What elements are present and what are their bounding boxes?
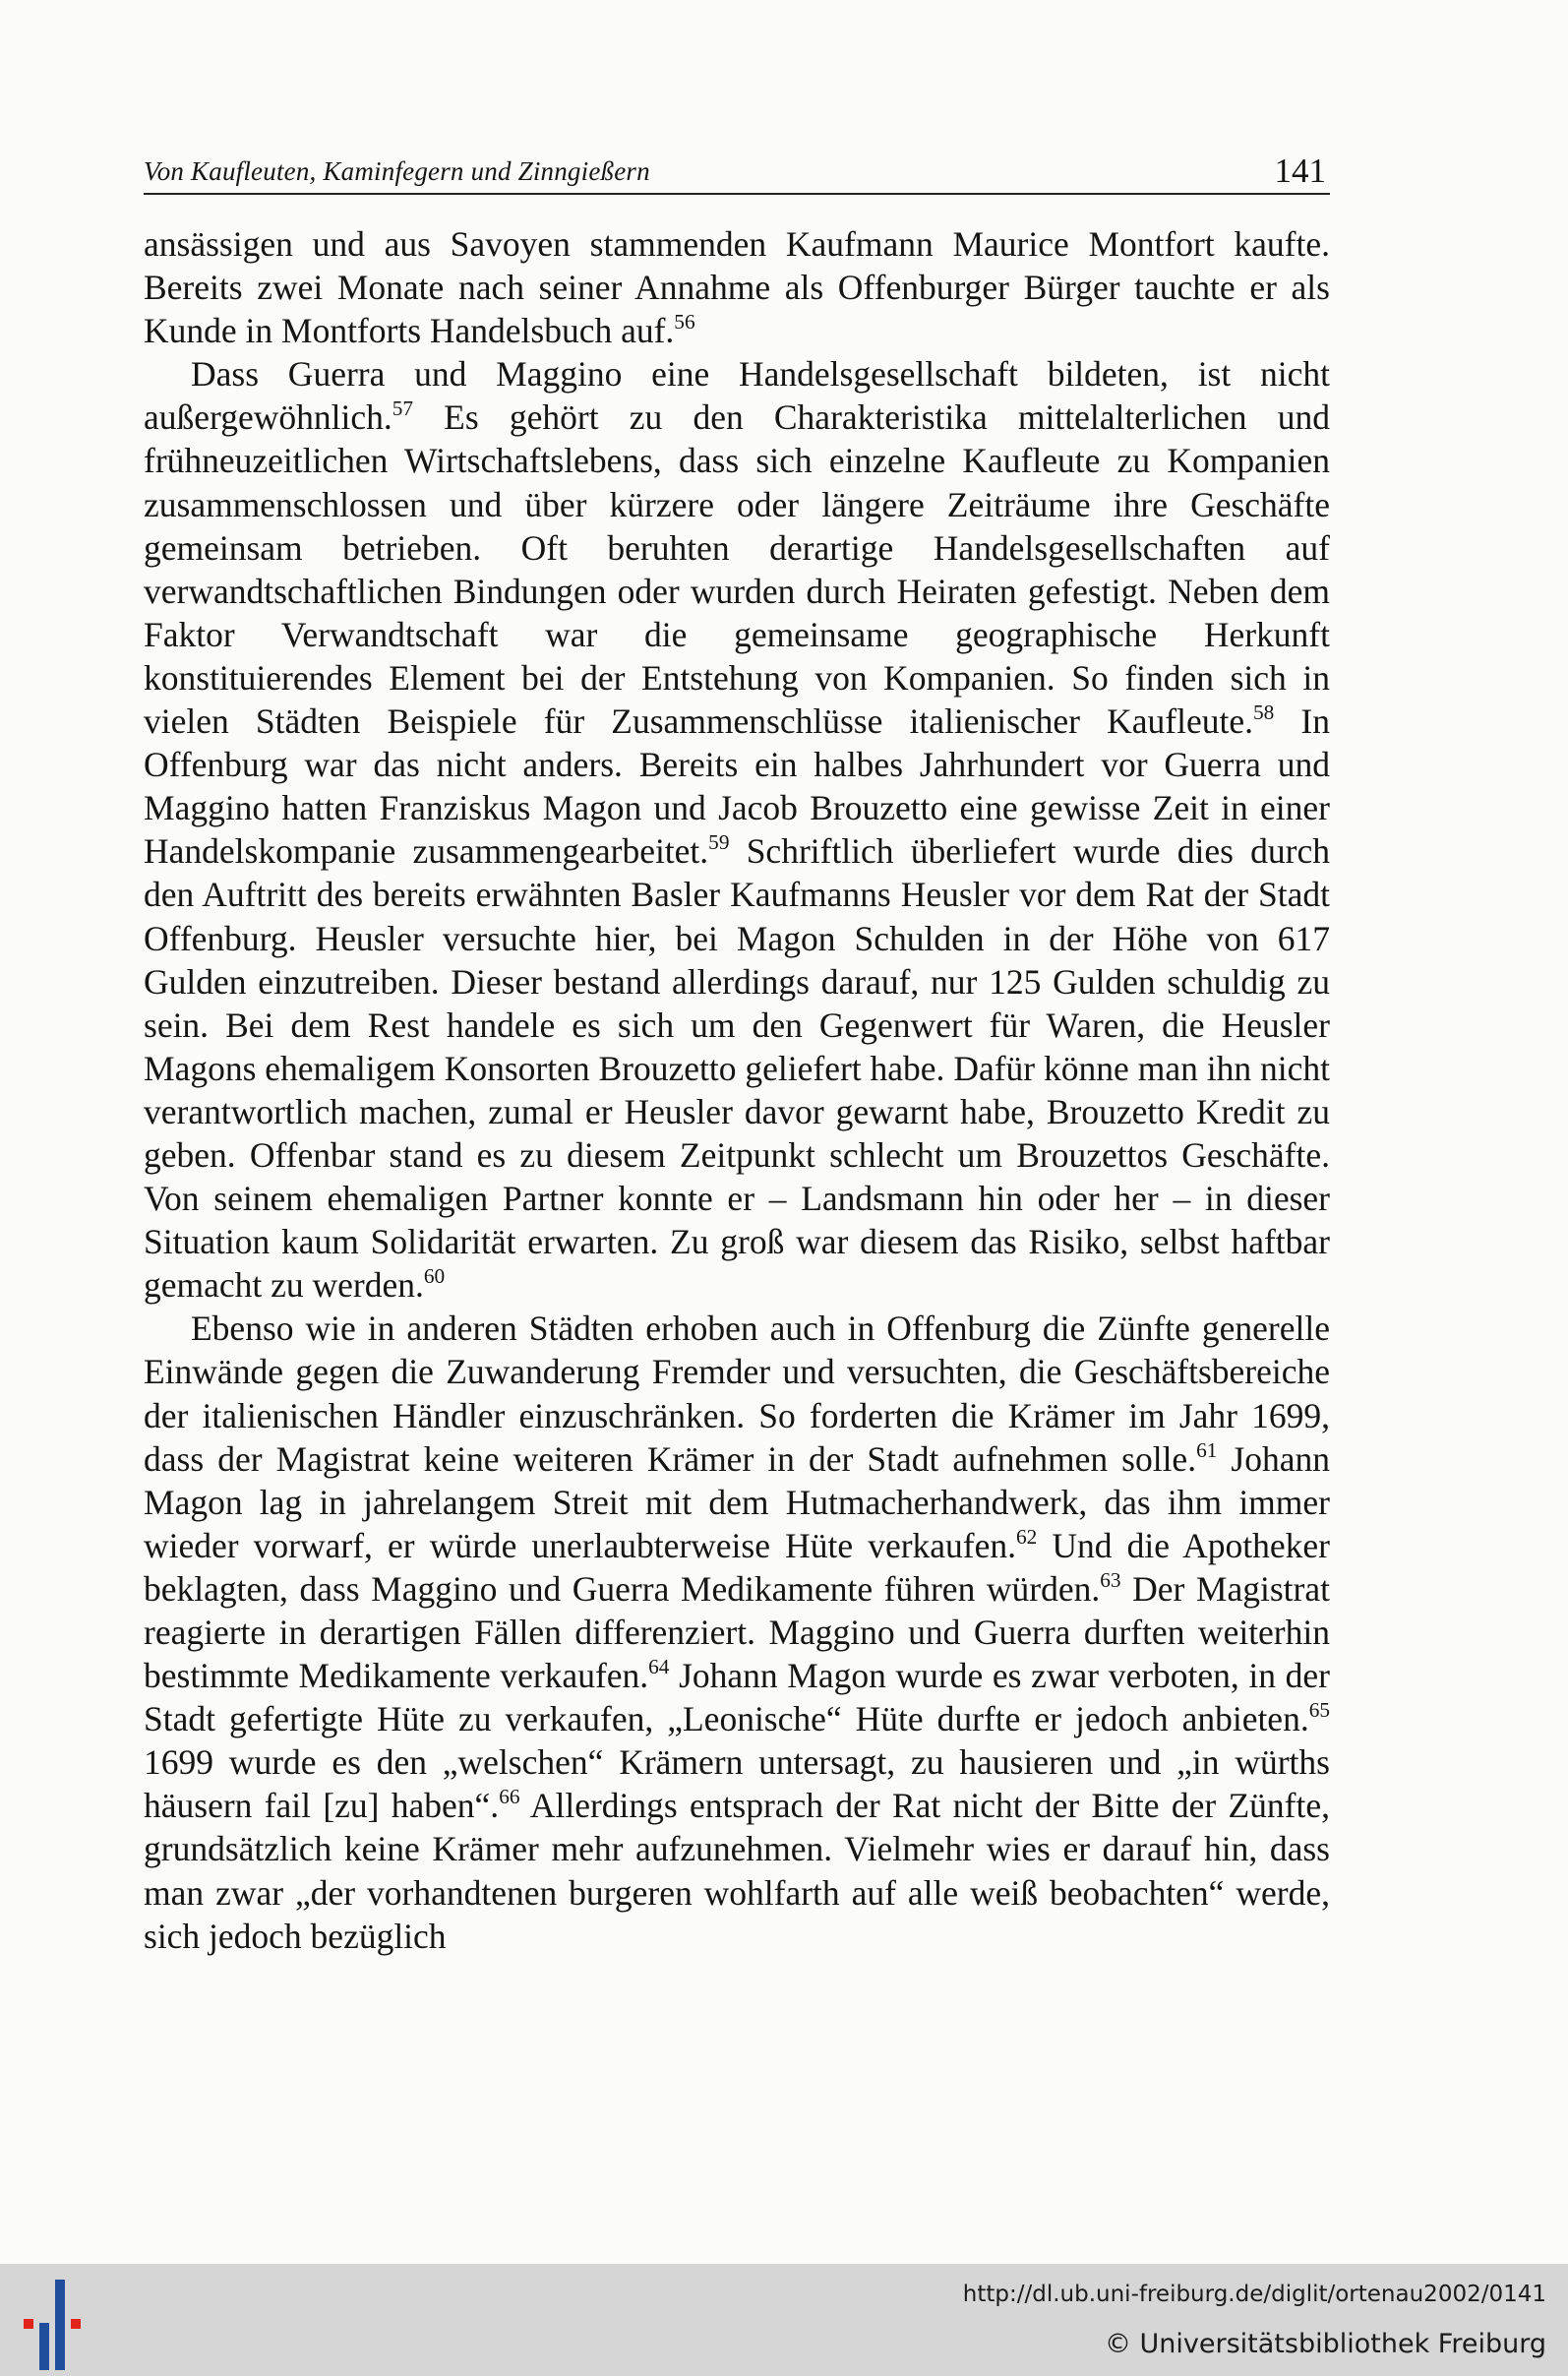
body-text — [144, 222, 1330, 1958]
paragraph-text: Allerdings entsprach der Rat nicht der Bitte der Zünfte, grundsätzlich keine Krämer mehr aufzunehmen. Vielmehr wies er darauf hin, dass man zwar „der vorhandtenen burgeren wohlfarth auf alle weiß beobachten“ werde, sich jedoch bezüglich — [144, 1786, 1330, 1956]
running-head-title: Von Kaufleuten, Kaminfegern und Zinngießern — [144, 156, 650, 186]
footnote-ref: 63 — [1100, 1568, 1121, 1593]
paragraph-text: Schriftlich überliefert wurde dies durch den Auftritt des bereits erwähnten Basler Kaufmanns Heusler vor dem Rat der Stadt Offenburg. Heusler versuchte hier, bei Magon Schulden in der Höhe von 617 Gulden einzutreiben. Dieser bestand allerdings darauf, nur 125 Gulden schuldig zu sein. Bei dem Rest handele es sich um den Gegenwert für Waren, die Heusler Magons ehemaligem Konsorten Brouzetto geliefert habe. Dafür könne man ihn nicht verantwortlich machen, zumal er Heusler davor gewarnt habe, Brouzetto Kredit zu geben. Offenbar stand es zu diesem Zeitpunkt schlecht um Brouzettos Geschäfte. Von seinem ehemaligen Partner konnte er – Landsmann hin oder her – in dieser Situation kaum Solidarität erwarten. Zu groß war diesem das Risiko, selbst haftbar gemacht zu werden. — [144, 831, 1330, 1306]
paragraph-text: Johann Magon wurde es zwar verboten, in der Stadt gefertigte Hüte zu verkaufen, „Leonische“ Hüte durfte er jedoch anbieten. — [144, 1656, 1330, 1739]
footnote-ref: 64 — [648, 1655, 670, 1679]
footnote-ref: 65 — [1308, 1698, 1330, 1723]
footnote-ref: 62 — [1016, 1524, 1038, 1549]
footer-bar — [0, 2264, 1568, 2376]
footnote-ref: 58 — [1252, 701, 1275, 725]
running-header — [144, 146, 1330, 195]
footnote-ref: 59 — [708, 830, 730, 855]
ub-freiburg-logo-icon — [24, 2280, 98, 2370]
footnote-ref: 56 — [674, 310, 695, 335]
footer-url[interactable]: http://dl.ub.uni-freiburg.de/diglit/ortenau2002/0141 — [962, 2282, 1546, 2307]
paragraph-text: Dass Guerra und Maggino eine Handelsgesellschaft bildeten, ist nicht außergewöhnlich. — [144, 354, 1330, 438]
footnote-ref: 57 — [392, 396, 413, 421]
page-number: 141 — [1274, 152, 1326, 190]
paragraph-text: ansässigen und aus Savoyen stammenden Kaufmann Maurice Montfort kaufte. Bereits zwei Monate nach seiner Annahme als Offenburger Bürger tauchte er als Kunde in Montforts Handelsbuch auf. — [144, 224, 1330, 351]
paragraph-text: Ebenso wie in anderen Städten erhoben auch in Offenburg die Zünfte generelle Einwände gegen die Zuwanderung Fremder und versuchten, die Geschäftsbereiche der italienischen Händler einzuschränken. So forderten die Krämer im Jahr 1699, dass der Magistrat keine weiteren Krämer in der Stadt aufnehmen solle. — [144, 1309, 1330, 1479]
paragraph-text: 1699 wurde es den „welschen“ Krämern untersagt, zu hausieren und „in würths häusern fail [zu] haben“. — [144, 1742, 1330, 1826]
paragraph-text: Es gehört zu den Charakteristika mittelalterlichen und frühneuzeitlichen Wirtschaftslebens, dass sich einzelne Kaufleute zu Kompanien zusammenschlossen und über kürzere oder längere Zeiträume ihre Geschäfte gemeinsam betrieben. Oft beruhten derartige Handelsgesellschaften auf verwandtschaftlichen Bindungen oder wurden durch Heiraten gefestigt. Neben dem Faktor Verwandtschaft war die gemeinsame geographische Herkunft konstituierendes Element bei der Entstehung von Kompanien. So finden sich in vielen Städten Beispiele für Zusammenschlüsse italienischer Kaufleute. — [144, 397, 1330, 742]
paragraph — [144, 222, 1330, 352]
paragraph-text: Johann Magon lag in jahrelangem Streit mit dem Hutmacherhandwerk, das ihm immer wieder vorwarf, er würde unerlaubterweise Hüte verkaufen. — [144, 1438, 1330, 1565]
paragraph — [144, 1307, 1330, 1957]
paragraph-text: Der Magistrat reagierte in derartigen Fällen differenziert. Maggino und Guerra durften weiterhin bestimmte Medikamente verkaufen. — [144, 1568, 1330, 1696]
paragraph — [144, 352, 1330, 1307]
footer-copyright: © Universitätsbibliothek Freiburg — [1104, 2329, 1546, 2359]
paragraph-text: In Offenburg war das nicht anders. Bereits ein halbes Jahrhundert vor Guerra und Maggino hatten Franziskus Magon und Jacob Brouzetto eine gewisse Zeit in einer Handelskompanie zusammengearbeitet. — [144, 701, 1331, 872]
footnote-ref: 66 — [499, 1785, 520, 1809]
footnote-ref: 61 — [1196, 1437, 1218, 1462]
footnote-ref: 60 — [423, 1264, 446, 1289]
paragraph-text: Und die Apotheker beklagten, dass Maggino und Guerra Medikamente führen würden. — [144, 1525, 1330, 1609]
